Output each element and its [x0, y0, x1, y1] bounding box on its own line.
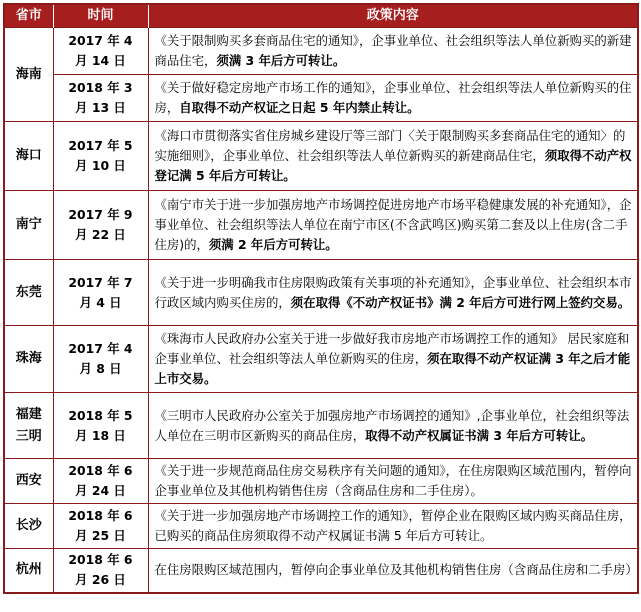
header-content: 政策内容: [148, 4, 638, 28]
date-line: 2017 年 5: [68, 138, 133, 153]
city-name-line: 长沙: [15, 518, 42, 533]
city-cell: [4, 260, 53, 326]
date-cell: [53, 28, 148, 75]
date-line: 月 10 日: [75, 158, 126, 173]
date-line: 月 13 日: [75, 100, 126, 115]
table-body: [4, 28, 638, 593]
date-cell: [53, 549, 148, 593]
city-cell: [4, 504, 53, 549]
date-cell: [53, 191, 148, 260]
date-line: 月 25 日: [75, 528, 126, 543]
table-row: [4, 28, 638, 75]
policy-restriction-bold: 须在取得《不动产权证书》满 2 年后方可进行网上签约交易。: [290, 294, 631, 310]
date-line: 月 24 日: [75, 483, 126, 498]
date-line: 2018 年 6: [68, 552, 133, 568]
date-line: 月 22 日: [75, 227, 126, 242]
city-name-line: 东莞: [15, 284, 42, 300]
city-cell: [4, 549, 53, 593]
policy-text: 在住房限购区域范围内，暂停向企事业单位及其他机构销售住房（含商品住房和二手房）: [154, 562, 638, 578]
header-row: [4, 4, 638, 28]
table-row: [4, 260, 638, 326]
city-name-line: 三明: [15, 428, 42, 444]
table-row: [4, 75, 638, 122]
date-line: 月 26 日: [75, 572, 126, 588]
header-city: 省市: [4, 4, 53, 28]
date-line: 2018 年 6: [68, 463, 133, 478]
date-line: 2017 年 9: [68, 207, 133, 222]
policy-text: 《关于限制购买多套商品住宅的通知》，企事业单位、社会组织等法人单位新购买的新建商品住宅，: [154, 33, 632, 68]
policy-restriction-bold: 须取得不动产权登记满 5 年后方可转让。: [154, 148, 632, 183]
date-line: 2018 年 5: [68, 407, 133, 423]
policy-restriction-bold: 取得不动产权属证书满 3 年后方可转让。: [365, 427, 594, 443]
policy-content-cell: [148, 191, 638, 260]
policy-content-cell: [148, 260, 638, 326]
table-row: [4, 459, 638, 504]
city-cell: [4, 191, 53, 260]
date-line: 2017 年 7: [68, 274, 133, 290]
date-cell: [53, 459, 148, 504]
date-cell: [53, 122, 148, 191]
date-line: 2017 年 4: [68, 33, 133, 48]
city-name-line: 西安: [15, 473, 42, 488]
policy-content-cell: [148, 549, 638, 593]
city-name-line: 海南: [15, 66, 42, 82]
city-cell: [4, 459, 53, 504]
policy-content-cell: [148, 504, 638, 549]
table-row: [4, 549, 638, 593]
policy-restriction-bold: 须满 2 年后方可转让。: [208, 237, 338, 252]
policy-text: 《关于进一步明确我市住房限购政策有关事项的补充通知》，企事业单位、社会组织本市行政区域内购买住房的，: [154, 274, 632, 310]
policy-content-cell: [148, 326, 638, 393]
header-time: 时间: [53, 4, 148, 28]
date-cell: [53, 326, 148, 393]
policy-restriction-bold: 须在取得不动产权证满 3 年之后才能上市交易。: [154, 351, 631, 386]
date-line: 2018 年 3: [68, 80, 133, 95]
city-name-line: 海口: [15, 148, 42, 163]
policy-content-cell: [148, 459, 638, 504]
policy-text: 《南宁市关于进一步加强房地产市场调控促进房地产市场平稳健康发展的补充通知》，企事业单位、社会组织等法人单位在南宁市区(不含武鸣区)购买第二套及以上住房(含二手住房)的，: [154, 197, 632, 252]
policy-table: [3, 3, 639, 594]
date-cell: [53, 393, 148, 459]
date-cell: [53, 260, 148, 326]
date-cell: [53, 504, 148, 549]
policy-restriction-bold: 自取得不动产权证之日起 5 年内禁止转让。: [179, 100, 420, 115]
policy-text: 《海口市贯彻落实省住房城乡建设厅等三部门〈关于限制购买多套商品住宅的通知〉的实施细则》，企事业单位、社会组织等法人单位新购买的新建商品住宅，: [154, 128, 626, 163]
table-row: [4, 191, 638, 260]
table-row: [4, 122, 638, 191]
policy-restriction-bold: 须满 3 年后方可转让。: [216, 53, 346, 68]
city-cell: [4, 326, 53, 393]
city-cell: [4, 122, 53, 191]
table-row: [4, 393, 638, 459]
date-line: 2018 年 6: [68, 508, 133, 523]
table-row: [4, 326, 638, 393]
policy-content-cell: [148, 122, 638, 191]
date-line: 月 8 日: [79, 361, 122, 376]
date-line: 2017 年 4: [68, 341, 133, 356]
policy-text: 《关于做好稳定房地产市场工作的通知》，企事业单位、社会组织等法人单位新购买的住房，: [154, 80, 632, 115]
policy-text: 《三明市人民政府办公室关于加强房地产市场调控的通知》,企事业单位，社会组织等法人单位在三明市区新购买的商品住房，: [154, 407, 630, 443]
date-line: 月 14 日: [75, 53, 126, 68]
city-name-line: 杭州: [15, 562, 42, 578]
policy-text: 《关于进一步规范商品住房交易秩序有关问题的通知》，在住房限购区域范围内，暂停向企事业单位及其他机构销售住房（含商品住房和二手住房）。: [154, 463, 632, 498]
table-header: [4, 4, 638, 28]
date-line: 月 18 日: [75, 427, 126, 443]
policy-content-cell: [148, 28, 638, 75]
date-cell: [53, 75, 148, 122]
city-name-line: 珠海: [15, 351, 42, 366]
city-name-line: 福建: [15, 406, 42, 422]
city-cell: [4, 28, 53, 122]
policy-text: 《关于进一步加强房地产市场调控工作的通知》，暂停企业在限购区域内购买商品住房，已购买的商品住房须取得不动产权属证书满 5 年后方可转让。: [154, 508, 632, 543]
table-row: [4, 504, 638, 549]
policy-content-cell: [148, 393, 638, 459]
city-name-line: 南宁: [15, 217, 42, 232]
policy-content-cell: [148, 75, 638, 122]
policy-text: 《珠海市人民政府办公室关于进一步做好我市房地产市场调控工作的通知》 居民家庭和企事业单位、社会组织等法人单位新购买的住房，: [154, 331, 630, 366]
date-line: 月 4 日: [79, 294, 122, 310]
city-cell: [4, 393, 53, 459]
